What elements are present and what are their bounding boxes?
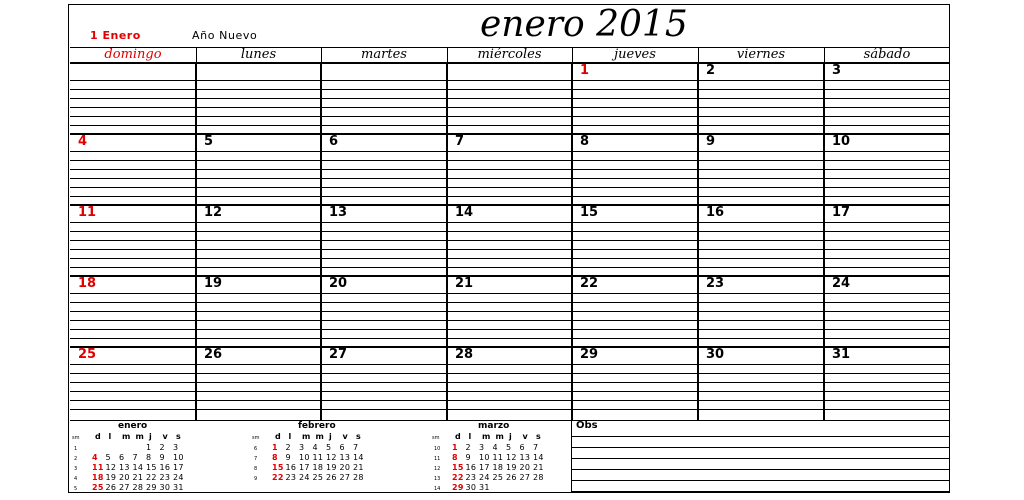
mini-week-number: 14 (434, 486, 441, 492)
grid-bottom (70, 420, 950, 421)
mini-day: 4 (312, 443, 318, 452)
mini-day: 16 (285, 463, 297, 472)
day-number: 28 (455, 347, 474, 362)
day-number: 14 (455, 205, 474, 220)
obs-line (572, 480, 950, 481)
mini-month-title: marzo (478, 421, 510, 431)
ruled-line (70, 231, 950, 232)
week-separator (70, 275, 950, 277)
mini-day: 6 (519, 443, 525, 452)
day-number: 30 (706, 347, 725, 362)
ruled-line (70, 391, 950, 392)
day-number: 21 (455, 276, 474, 291)
weekday-0: domingo (104, 47, 162, 62)
mini-day: 9 (285, 453, 291, 462)
mini-week-head: sm (72, 435, 80, 441)
mini-day: 28 (533, 473, 544, 482)
page-title: enero 2015 (480, 4, 688, 45)
mini-day: 11 (492, 453, 504, 462)
ruled-line (70, 160, 950, 161)
mini-day: 23 (159, 473, 171, 482)
day-number: 18 (78, 276, 97, 291)
obs-line (572, 491, 950, 492)
mini-week-number: 6 (254, 446, 258, 452)
mini-day: 21 (132, 473, 144, 482)
mini-day: 31 (479, 483, 490, 492)
day-number: 15 (580, 205, 599, 220)
mini-day: 5 (326, 443, 332, 452)
mini-day: 27 (119, 483, 130, 492)
mini-day: 29 (452, 483, 464, 492)
mini-day: 21 (353, 463, 364, 472)
day-number: 27 (329, 347, 348, 362)
header-column-divider (824, 47, 825, 62)
ruled-line (70, 409, 950, 410)
mini-day: 1 (272, 443, 278, 452)
ruled-line (70, 382, 950, 383)
mini-day: 13 (119, 463, 130, 472)
obs-divider (571, 420, 572, 493)
obs-line (572, 458, 950, 459)
mini-day: 2 (159, 443, 165, 452)
mini-day: 22 (146, 473, 157, 482)
day-number: 9 (706, 134, 716, 149)
mini-day: 4 (492, 443, 498, 452)
mini-day: 10 (173, 453, 184, 462)
mini-day: 26 (105, 483, 117, 492)
mini-day: 14 (533, 453, 544, 462)
mini-day: 12 (506, 453, 517, 462)
mini-day: 25 (312, 473, 324, 482)
mini-day: 27 (519, 473, 531, 482)
mini-day-head: d (275, 432, 281, 441)
mini-week-number: 4 (74, 476, 78, 482)
mini-day: 25 (92, 483, 104, 492)
ruled-line (70, 373, 950, 374)
mini-day: 1 (452, 443, 458, 452)
mini-day: 10 (299, 453, 310, 462)
day-number: 11 (78, 205, 97, 220)
mini-day-head: m (482, 432, 491, 441)
mini-day: 1 (146, 443, 152, 452)
mini-day: 10 (479, 453, 490, 462)
day-number: 3 (832, 63, 842, 78)
day-number: 16 (706, 205, 725, 220)
mini-day: 9 (159, 453, 165, 462)
ruled-line (70, 178, 950, 179)
obs-line (572, 436, 950, 437)
ruled-line (70, 125, 950, 126)
ruled-line (70, 116, 950, 117)
mini-day-head: m (122, 432, 131, 441)
header-column-divider (698, 47, 699, 62)
header-column-divider (572, 47, 573, 62)
weekday-5: viernes (736, 47, 786, 62)
mini-day: 18 (312, 463, 324, 472)
weekday-6: sábado (863, 47, 911, 62)
ruled-line (70, 302, 950, 303)
mini-day: 12 (326, 453, 337, 462)
mini-day: 17 (173, 463, 184, 472)
mini-day: 14 (132, 463, 144, 472)
mini-day-head: j (509, 432, 512, 441)
mini-week-number: 7 (254, 456, 258, 462)
mini-day: 14 (353, 453, 364, 462)
mini-day: 8 (272, 453, 278, 462)
mini-day: 12 (105, 463, 117, 472)
mini-day: 28 (132, 483, 144, 492)
mini-day: 22 (272, 473, 284, 482)
mini-day: 6 (339, 443, 345, 452)
mini-day: 15 (272, 463, 284, 472)
mini-day: 2 (285, 443, 291, 452)
mini-day-head: j (149, 432, 152, 441)
header-column-divider (321, 47, 322, 62)
mini-day: 19 (105, 473, 117, 482)
mini-day: 11 (92, 463, 104, 472)
ruled-line (70, 364, 950, 365)
obs-line (572, 447, 950, 448)
day-number: 2 (706, 63, 716, 78)
day-number: 7 (455, 134, 465, 149)
mini-day: 28 (353, 473, 364, 482)
day-number: 26 (204, 347, 223, 362)
mini-day: 11 (312, 453, 324, 462)
mini-day: 7 (132, 453, 138, 462)
mini-day: 19 (326, 463, 337, 472)
mini-day: 9 (465, 453, 471, 462)
mini-week-number: 10 (434, 446, 441, 452)
mini-day: 23 (285, 473, 297, 482)
ruled-line (70, 320, 950, 321)
mini-day: 15 (146, 463, 157, 472)
mini-day: 4 (92, 453, 98, 462)
day-number: 1 (580, 63, 590, 78)
weekday-4: jueves (614, 47, 656, 62)
weekday-2: martes (361, 47, 407, 62)
mini-week-number: 2 (74, 456, 78, 462)
ruled-line (70, 258, 950, 259)
header-column-divider (447, 47, 448, 62)
mini-day: 13 (339, 453, 351, 462)
ruled-line (70, 151, 950, 152)
mini-month-title: febrero (298, 421, 336, 431)
mini-day: 24 (173, 473, 184, 482)
mini-day: 7 (353, 443, 359, 452)
header-column-divider (196, 47, 197, 62)
mini-week-number: 8 (254, 466, 258, 472)
mini-day-head: l (108, 432, 112, 441)
ruled-line (70, 400, 950, 401)
day-number: 4 (78, 134, 88, 149)
mini-day: 20 (119, 473, 130, 482)
mini-day: 17 (299, 463, 310, 472)
mini-week-number: 13 (434, 476, 441, 482)
day-number: 6 (329, 134, 339, 149)
mini-day: 13 (519, 453, 531, 462)
day-number: 8 (580, 134, 590, 149)
obs-label: Obs (576, 420, 598, 431)
mini-day-head: m (135, 432, 144, 441)
mini-week-number: 12 (434, 466, 441, 472)
day-number: 31 (832, 347, 851, 362)
mini-week-number: 11 (434, 456, 441, 462)
week-separator (70, 62, 950, 64)
ruled-line (70, 107, 950, 108)
mini-day: 5 (506, 443, 512, 452)
day-number: 24 (832, 276, 851, 291)
mini-day-head: l (288, 432, 292, 441)
mini-day: 30 (465, 483, 477, 492)
mini-day: 7 (533, 443, 539, 452)
ruled-line (70, 249, 950, 250)
mini-day: 5 (105, 453, 111, 462)
ruled-line (70, 293, 950, 294)
mini-day: 30 (159, 483, 171, 492)
mini-day: 8 (146, 453, 152, 462)
ruled-line (70, 89, 950, 90)
mini-day-head: s (536, 432, 541, 441)
mini-day: 18 (492, 463, 504, 472)
mini-day: 15 (452, 463, 464, 472)
mini-day: 24 (299, 473, 310, 482)
mini-day-head: m (315, 432, 324, 441)
mini-day: 19 (506, 463, 517, 472)
mini-day-head: v (162, 432, 168, 441)
mini-day: 16 (159, 463, 171, 472)
day-number: 22 (580, 276, 599, 291)
day-number: 5 (204, 134, 214, 149)
mini-day: 25 (492, 473, 504, 482)
mini-day-head: d (95, 432, 101, 441)
mini-day: 26 (326, 473, 337, 482)
day-number: 29 (580, 347, 599, 362)
ruled-line (70, 311, 950, 312)
mini-day: 27 (339, 473, 351, 482)
mini-day: 3 (479, 443, 485, 452)
mini-day: 20 (339, 463, 351, 472)
mini-day-head: l (468, 432, 472, 441)
day-number: 10 (832, 134, 851, 149)
mini-day: 2 (465, 443, 471, 452)
mini-day: 24 (479, 473, 490, 482)
mini-day: 23 (465, 473, 477, 482)
ruled-line (70, 187, 950, 188)
ruled-line (70, 169, 950, 170)
mini-day: 17 (479, 463, 490, 472)
mini-day-head: d (455, 432, 461, 441)
ruled-line (70, 240, 950, 241)
mini-week-number: 3 (74, 466, 78, 472)
obs-line (572, 469, 950, 470)
mini-week-number: 5 (74, 486, 78, 492)
mini-month-title: enero (118, 421, 148, 431)
holiday-name: Año Nuevo (192, 29, 258, 42)
mini-day: 16 (465, 463, 477, 472)
mini-day: 31 (173, 483, 184, 492)
mini-week-head: sm (432, 435, 440, 441)
ruled-line (70, 338, 950, 339)
mini-day: 3 (173, 443, 179, 452)
ruled-line (70, 98, 950, 99)
mini-week-number: 1 (74, 446, 78, 452)
week-separator (70, 204, 950, 206)
mini-day: 18 (92, 473, 104, 482)
ruled-line (70, 267, 950, 268)
mini-day-head: v (342, 432, 348, 441)
mini-day-head: s (176, 432, 181, 441)
mini-day: 3 (299, 443, 305, 452)
weekday-3: miércoles (477, 47, 542, 62)
mini-day: 26 (506, 473, 517, 482)
mini-day: 8 (452, 453, 458, 462)
mini-day-head: m (302, 432, 311, 441)
day-number: 13 (329, 205, 348, 220)
ruled-line (70, 196, 950, 197)
day-number: 12 (204, 205, 223, 220)
day-number: 25 (78, 347, 97, 362)
mini-day-head: v (522, 432, 528, 441)
mini-day: 20 (519, 463, 531, 472)
holiday-date: 1 Enero (90, 29, 141, 42)
day-number: 23 (706, 276, 725, 291)
mini-day-head: s (356, 432, 361, 441)
week-separator (70, 346, 950, 348)
ruled-line (70, 222, 950, 223)
mini-week-head: sm (252, 435, 260, 441)
mini-day-head: m (495, 432, 504, 441)
mini-week-number: 9 (254, 476, 258, 482)
mini-day: 29 (146, 483, 157, 492)
mini-day: 21 (533, 463, 544, 472)
mini-day: 6 (119, 453, 125, 462)
ruled-line (70, 329, 950, 330)
day-number: 19 (204, 276, 223, 291)
week-separator (70, 133, 950, 135)
mini-day: 22 (452, 473, 464, 482)
mini-day-head: j (329, 432, 332, 441)
weekday-1: lunes (240, 47, 277, 62)
ruled-line (70, 80, 950, 81)
day-number: 17 (832, 205, 851, 220)
day-number: 20 (329, 276, 348, 291)
